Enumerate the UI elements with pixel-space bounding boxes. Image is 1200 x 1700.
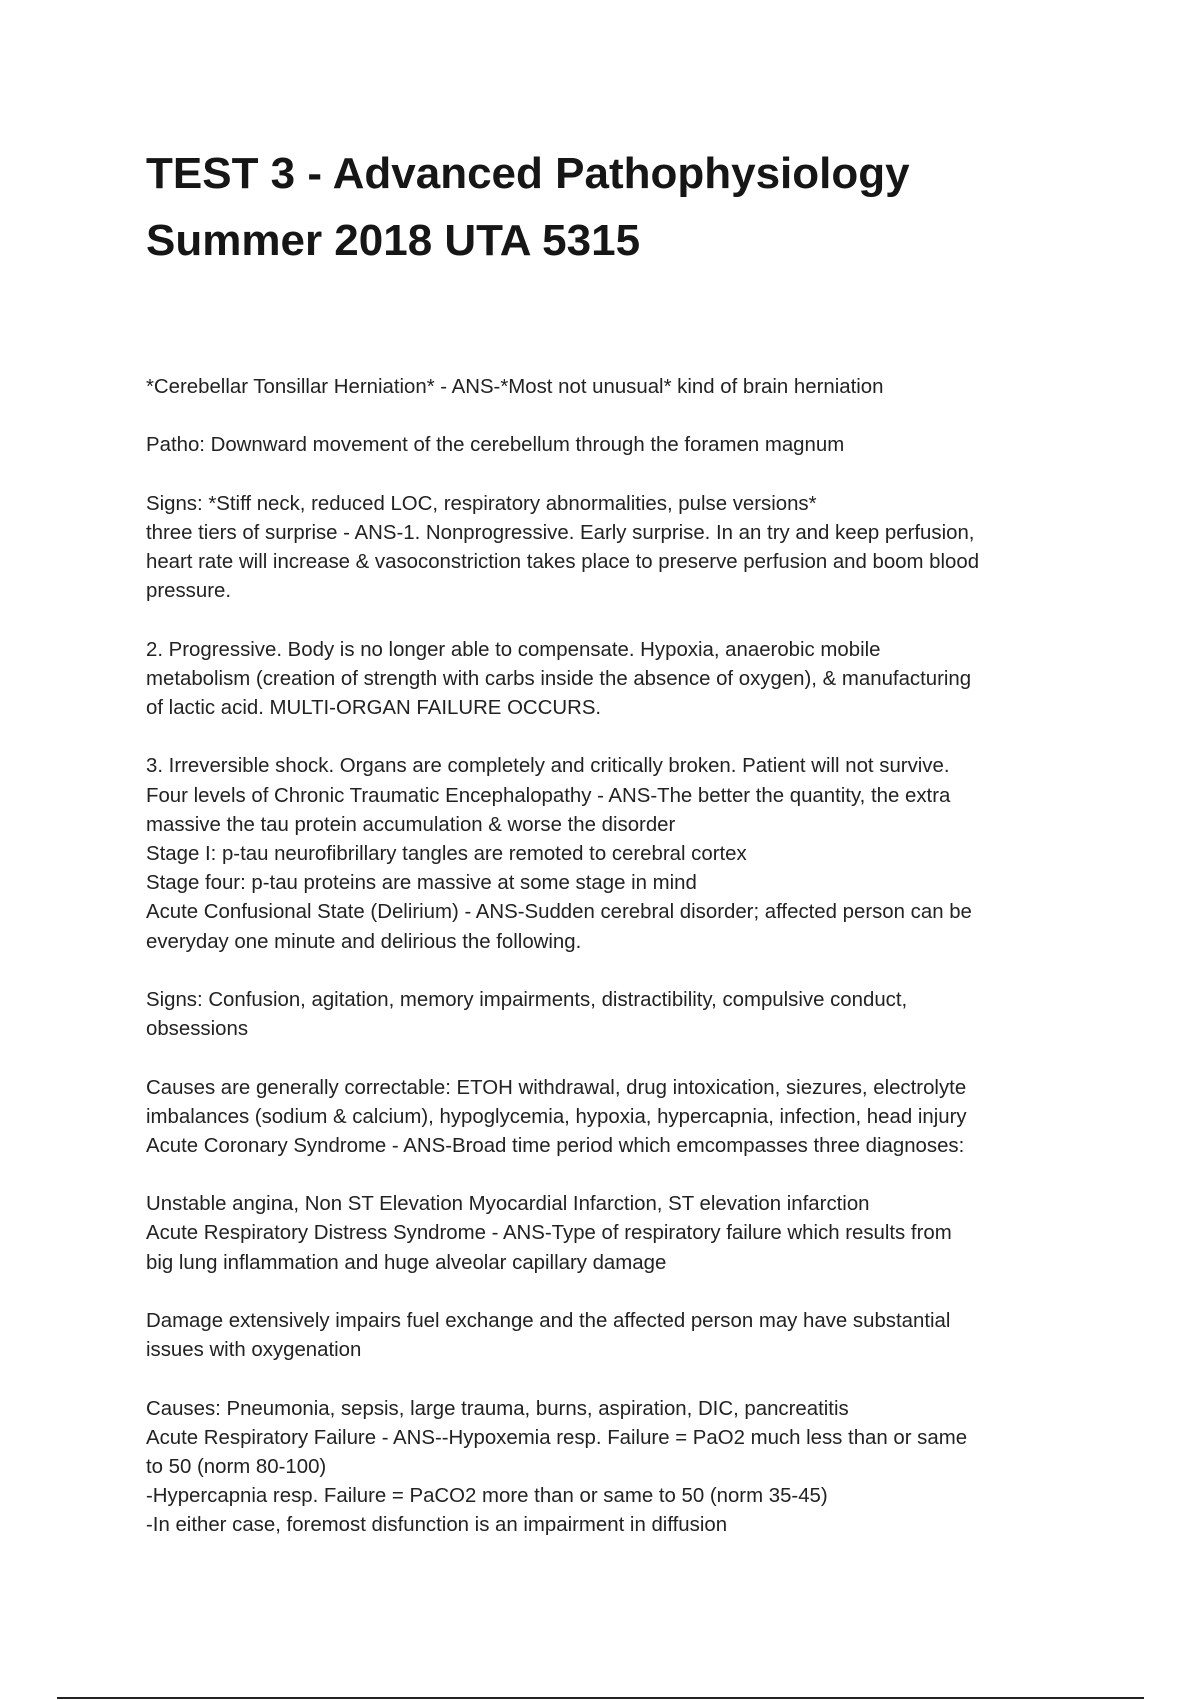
paragraph-gap: [146, 1365, 1076, 1394]
text-line: 3. Irreversible shock. Organs are completely and critically broken. Patient will not survive.: [146, 755, 950, 778]
text-line: Stage I: p-tau neurofibrillary tangles are remoted to cerebral cortex: [146, 843, 747, 865]
text-line: massive the tau protein accumulation & worse the disorder: [146, 813, 676, 836]
paragraph: [146, 986, 1076, 1044]
text-line: pressure.: [146, 580, 231, 603]
paragraph: [146, 1395, 1076, 1541]
text-line: Acute Coronary Syndrome - ANS-Broad time period which emcompasses three diagnoses:: [146, 1134, 965, 1157]
paragraph: [146, 431, 1076, 460]
paragraph: [146, 1307, 1076, 1365]
page-bottom-rule: [57, 1697, 1144, 1699]
text-line: Signs: Confusion, agitation, memory impairments, distractibility, compulsive conduct,: [146, 988, 908, 1011]
text-line: three tiers of surprise - ANS-1. Nonprogressive. Early surprise. In an try and keep perfusion,: [146, 521, 975, 544]
paragraph-gap: [146, 723, 1076, 752]
page-title: [146, 140, 1146, 274]
title-line-1: TEST 3 - Advanced Pathophysiology: [146, 149, 910, 198]
text-line: Unstable angina, Non ST Elevation Myocardial Infarction, ST elevation infarction: [146, 1193, 870, 1216]
paragraph: [146, 373, 1076, 402]
text-line: Causes are generally correctable: ETOH withdrawal, drug intoxication, siezures, electrolyte: [146, 1076, 967, 1099]
text-line: -Hypercapnia resp. Failure = PaCO2 more than or same to 50 (norm 35-45): [146, 1485, 828, 1508]
text-line: to 50 (norm 80-100): [146, 1455, 327, 1478]
text-line: Stage four: p-tau proteins are massive at some stage in mind: [146, 872, 697, 895]
text-line: Acute Respiratory Failure - ANS--Hypoxemia resp. Failure = PaO2 much less than or same: [146, 1426, 968, 1449]
text-line: 2. Progressive. Body is no longer able to compensate. Hypoxia, anaerobic mobile: [146, 638, 881, 661]
text-line: of lactic acid. MULTI-ORGAN FAILURE OCCURS.: [146, 697, 602, 720]
paragraph-gap: [146, 402, 1076, 431]
paragraph-gap: [146, 1161, 1076, 1190]
text-line: imbalances (sodium & calcium), hypoglycemia, hypoxia, hypercapnia, infection, head injury: [146, 1105, 967, 1128]
paragraph: [146, 1074, 1076, 1162]
text-line: obsessions: [146, 1018, 249, 1041]
text-line: everyday one minute and delirious the following.: [146, 930, 582, 953]
text-line: issues with oxygenation: [146, 1339, 362, 1362]
paragraph-gap: [146, 1044, 1076, 1073]
text-line: Four levels of Chronic Traumatic Encephalopathy - ANS-The better the quantity, the extra: [146, 784, 951, 807]
paragraph-gap: [146, 461, 1076, 490]
text-line: -In either case, foremost disfunction is an impairment in diffusion: [146, 1514, 728, 1537]
text-line: heart rate will increase & vasoconstriction takes place to preserve perfusion and boom blood: [146, 551, 980, 574]
paragraph: [146, 1190, 1076, 1278]
text-line: Causes: Pneumonia, sepsis, large trauma, burns, aspiration, DIC, pancreatitis: [146, 1397, 849, 1420]
text-line: big lung inflammation and huge alveolar capillary damage: [146, 1251, 667, 1274]
paragraph-gap: [146, 957, 1076, 986]
paragraph: [146, 752, 1076, 956]
text-line: Acute Confusional State (Delirium) - ANS-Sudden cerebral disorder; affected person can be: [146, 901, 972, 924]
text-line: Acute Respiratory Distress Syndrome - ANS-Type of respiratory failure which results from: [146, 1222, 952, 1245]
title-line-2: Summer 2018 UTA 5315: [146, 216, 641, 265]
text-line: Signs: *Stiff neck, reduced LOC, respiratory abnormalities, pulse versions*: [146, 492, 817, 515]
text-line: Damage extensively impairs fuel exchange and the affected person may have substantial: [146, 1310, 951, 1332]
text-line: *Cerebellar Tonsillar Herniation* - ANS-*Most not unusual* kind of brain herniation: [146, 376, 884, 398]
paragraph-gap: [146, 607, 1076, 636]
paragraph: [146, 490, 1076, 607]
paragraph: [146, 636, 1076, 724]
document-body: [146, 373, 1076, 1541]
paragraph-gap: [146, 1278, 1076, 1307]
text-line: Patho: Downward movement of the cerebellum through the foramen magnum: [146, 434, 845, 457]
text-line: metabolism (creation of strength with carbs inside the absence of oxygen), & manufacturing: [146, 667, 972, 690]
